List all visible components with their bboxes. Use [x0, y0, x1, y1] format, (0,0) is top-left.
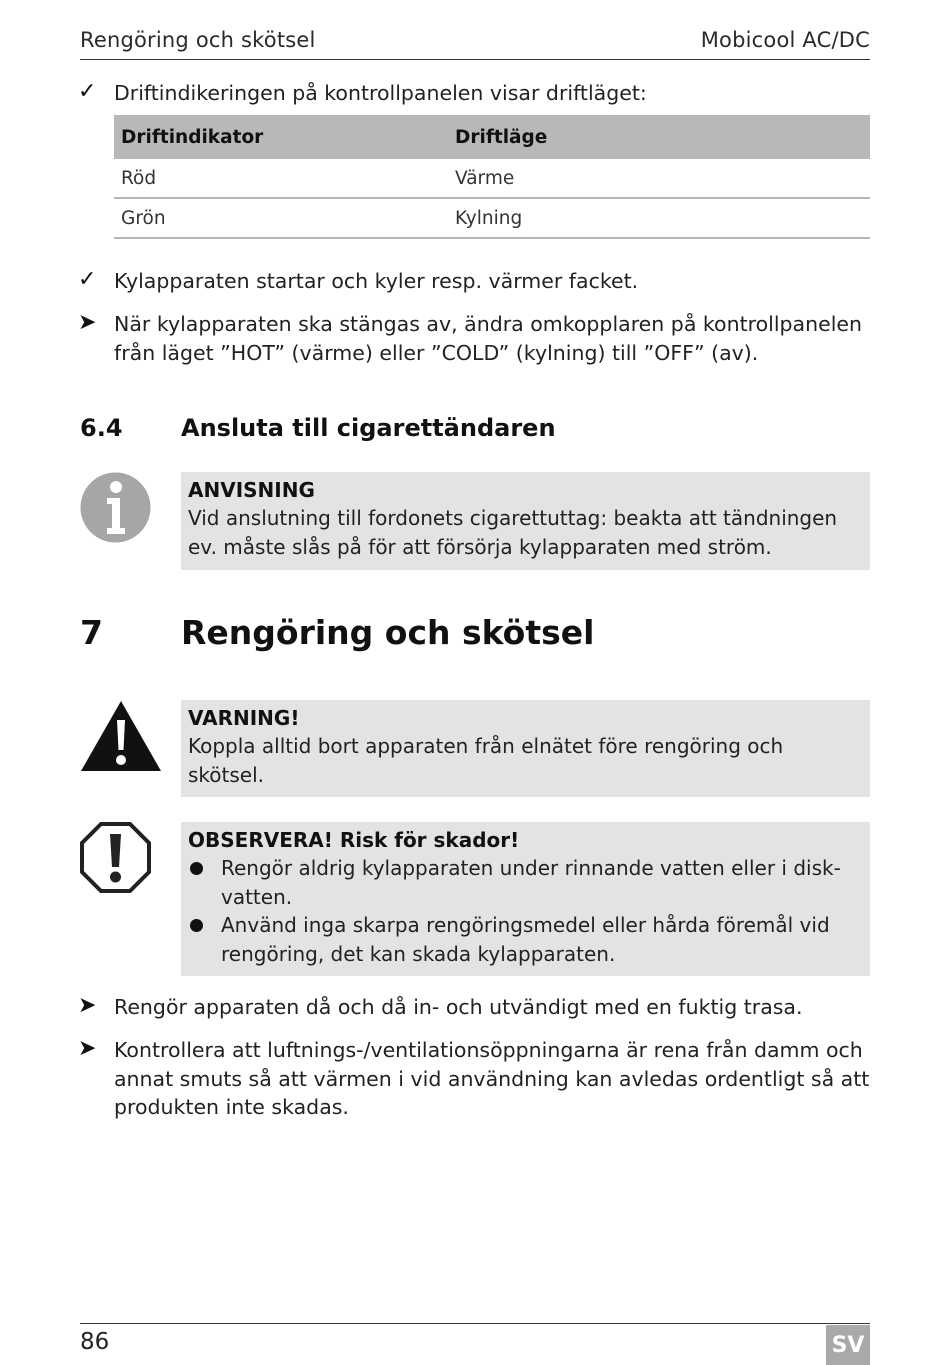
page-number: 86 — [80, 1329, 110, 1355]
table-cell: Värme — [455, 167, 515, 189]
chapter-title: Rengöring och skötsel — [181, 613, 595, 652]
table-header-mode: Driftläge — [455, 126, 548, 148]
chapter-number: 7 — [80, 613, 103, 652]
header-divider — [80, 59, 870, 60]
check-mark-icon: ✓ — [78, 267, 97, 292]
running-header-product: Mobicool AC/DC — [700, 28, 870, 52]
language-badge: SV — [826, 1325, 870, 1365]
warning-text: Koppla alltid bort apparaten från elnätet före rengöring och skötsel. — [188, 734, 784, 787]
notice-text: Vid anslutning till fordonets cigarettuttag: beakta att tändningen ev. måste slås på för att försörja kylapparaten med ström. — [188, 506, 838, 559]
table-header-indicator: Driftindikator — [121, 126, 264, 148]
ventilation-step: Kontrollera att luftnings-/ventilationsöppningarna är rena från damm och annat smuts så att värmen i vid användning kan avledas ordentligt så att produkten inte skadas. — [114, 1038, 870, 1119]
table-cell: Röd — [121, 167, 157, 189]
notice-title: ANVISNING — [188, 478, 315, 502]
arrow-bullet-icon: ➤ — [78, 310, 97, 335]
table-header-row — [114, 115, 870, 159]
caution-item-text: Använd inga skarpa rengöringsmedel eller hårda föremål vid rengöring, det kan skada kylapparaten. — [221, 913, 830, 966]
footer-divider — [80, 1323, 870, 1324]
bullet-dot-icon — [190, 919, 203, 932]
caution-item-text: Rengör aldrig kylapparaten under rinnande vatten eller i disk-vatten. — [221, 856, 841, 909]
warning-triangle-icon — [80, 700, 162, 772]
running-header-title: Rengöring och skötsel — [80, 28, 316, 52]
table-row — [114, 199, 870, 239]
result-text: Kylapparaten startar och kyler resp. värmer facket. — [114, 269, 639, 293]
notice-box — [181, 472, 870, 570]
table-cell: Grön — [121, 207, 166, 229]
cleaning-step: Rengör apparaten då och då in- och utvändigt med en fuktig trasa. — [114, 995, 803, 1019]
table-row — [114, 159, 870, 199]
caution-box — [181, 822, 870, 976]
check-mark-icon: ✓ — [78, 79, 97, 104]
info-icon — [80, 472, 151, 543]
warning-box — [181, 700, 870, 797]
caution-octagon-icon — [80, 822, 151, 893]
indicator-table — [114, 115, 870, 239]
section-title: Ansluta till cigarettändaren — [181, 414, 556, 442]
table-cell: Kylning — [455, 207, 523, 229]
list-item — [188, 911, 862, 968]
section-number: 6.4 — [80, 414, 123, 442]
caution-list — [188, 854, 862, 968]
caution-title: OBSERVERA! Risk för skador! — [188, 828, 520, 852]
arrow-bullet-icon: ➤ — [78, 993, 97, 1018]
warning-title: VARNING! — [188, 706, 300, 730]
bullet-dot-icon — [190, 862, 203, 875]
intro-text: Driftindikeringen på kontrollpanelen visar driftläget: — [114, 81, 647, 105]
list-item — [188, 854, 862, 911]
switch-off-instruction: När kylapparaten ska stängas av, ändra omkopplaren på kontrollpanelen från läget ”HOT” (värme) eller ”COLD” (kylning) till ”OFF” (av). — [114, 312, 862, 365]
arrow-bullet-icon: ➤ — [78, 1036, 97, 1061]
